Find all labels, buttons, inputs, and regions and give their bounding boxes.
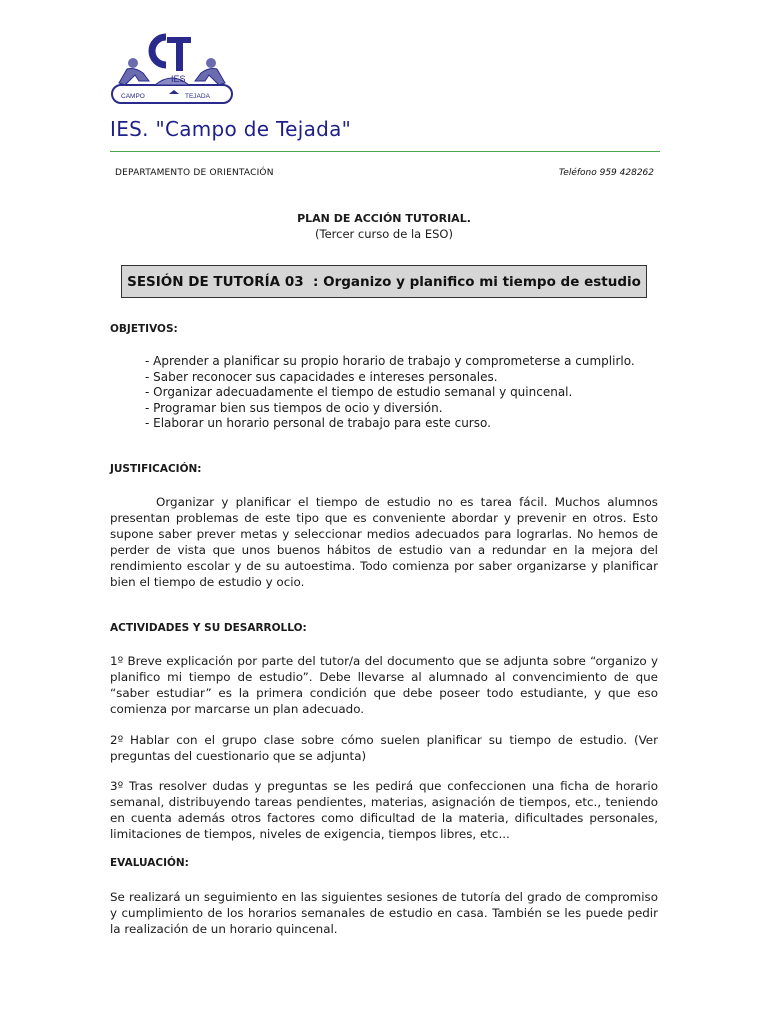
session-title: SESIÓN DE TUTORÍA 03 : Organizo y planifico mi tiempo de estudio	[127, 273, 641, 290]
logo-ies-text: IES	[171, 74, 186, 84]
school-logo	[109, 33, 235, 107]
plan-subtitle: (Tercer curso de la ESO)	[315, 227, 453, 241]
plan-title: PLAN DE ACCIÓN TUTORIAL.	[297, 212, 471, 225]
justificacion-heading: JUSTIFICACIÓN:	[110, 463, 202, 475]
actividad-1: 1º Breve explicación por parte del tutor/a del documento que se adjunta sobre “organizo y planifico mi tiempo de estudio”. Debe llevarse al alumnado al convencimiento de que “saber estudiar” es la primera condición que debe poseer todo estudiante, y que eso comienza por marcarse un plan adecuado.	[110, 654, 658, 716]
evaluacion-paragraph: Se realizará un seguimiento en las siguientes sesiones de tutoría del grado de compromiso y cumplimiento de los horarios semanales de estudio en casa. También se les puede pedir la realización de un horario quincenal.	[110, 890, 658, 936]
phone-label: Teléfono 959 428262	[558, 168, 654, 178]
list-item: - Aprender a planificar su propio horario de trabajo y comprometerse a cumplirlo.	[145, 354, 635, 368]
list-item: - Elaborar un horario personal de trabajo para este curso.	[145, 416, 491, 430]
school-name: IES. "Campo de Tejada"	[110, 117, 352, 141]
actividad-3: 3º Tras resolver dudas y preguntas se les pedirá que confeccionen una ficha de horario semanal, distribuyendo tareas pendientes, materias, asignación de tiempos, etc., teniendo en cuenta además otros factores como dificultad de la materia, dificultades personales, limitaciones de tiempos, niveles de exigencia, tiempos libres, etc...	[110, 779, 658, 841]
evaluacion-heading: EVALUACIÓN:	[110, 857, 189, 869]
logo-tejada-text: TEJADA	[185, 93, 210, 100]
objetivos-list	[145, 354, 665, 432]
department-label: DEPARTAMENTO DE ORIENTACIÓN	[115, 168, 274, 178]
session-title-box	[121, 265, 647, 298]
objetivos-heading: OBJETIVOS:	[110, 323, 178, 335]
list-item: - Organizar adecuadamente el tiempo de estudio semanal y quincenal.	[145, 385, 573, 399]
actividad-2: 2º Hablar con el grupo clase sobre cómo suelen planificar su tiempo de estudio. (Ver preguntas del cuestionario que se adjunta)	[110, 733, 658, 763]
list-item: - Programar bien sus tiempos de ocio y diversión.	[145, 400, 443, 415]
actividades-heading: ACTIVIDADES Y SU DESARROLLO:	[110, 622, 307, 634]
justificacion-paragraph: Organizar y planificar el tiempo de estudio no es tarea fácil. Muchos alumnos presentan problemas de este tipo que es conveniente abordar y prevenir en otros. Esto supone saber prever metas y seleccionar medios adecuados para lograrlas. No hemos de perder de vista que unos buenos hábitos de estudio van a redundar en la mejora del rendimiento escolar y de su autoestima. Todo comienza por saber organizarse y planificar bien el tiempo de estudio y ocio.	[110, 495, 658, 589]
list-item: - Saber reconocer sus capacidades e intereses personales.	[145, 369, 498, 384]
header-divider	[110, 151, 660, 152]
logo-campo-text: CAMPO	[121, 93, 145, 100]
